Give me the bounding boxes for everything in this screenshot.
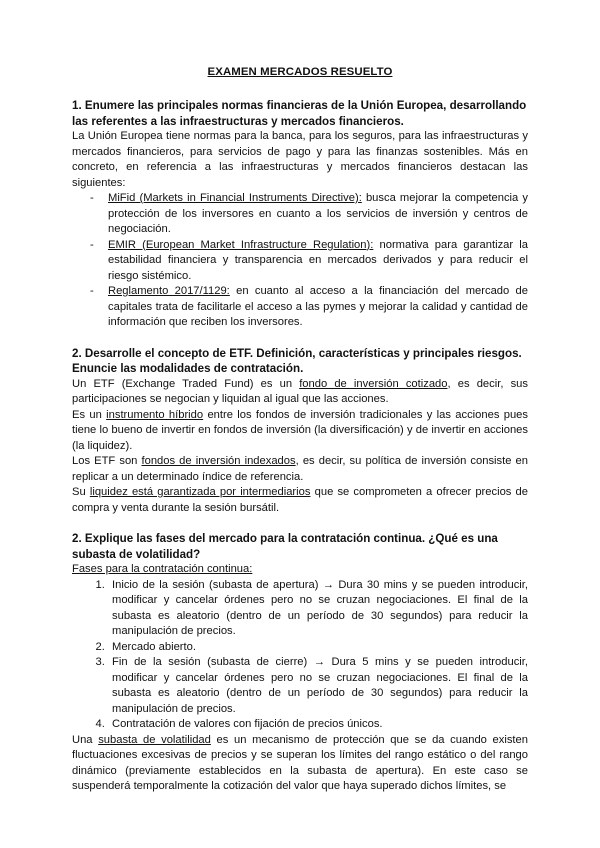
question-1-heading: 1. Enumere las principales normas financieras de la Unión Europea, desarrollando las referentes a las infraestructuras y mercados financieros. — [72, 99, 527, 128]
phases-list — [72, 578, 528, 733]
list-item — [90, 284, 528, 331]
text-run: Los ETF son — [72, 455, 142, 467]
section-1 — [72, 98, 528, 331]
volatility-auction-paragraph — [72, 733, 528, 795]
list-item: 3. Fin de la sesión (subasta de cierre) → Dura 5 mins y se pueden introducir, modificar y cancelar órdenes pero no se cruzan negociaciones. El final de la subasta es aleatorio (dentro de un período de 30 segundos) para reducir la manipulación de precios. — [108, 655, 528, 717]
question-2-heading: 2. Desarrolle el concepto de ETF. Definición, características y principales riesgos. Enuncie las modalidades de contratación. — [72, 346, 522, 375]
etf-paragraph-1 — [72, 377, 528, 408]
text-run: , es decir, sus participaciones se negocian y liquidan al igual que las acciones. — [72, 377, 528, 405]
text-run: , es decir, su política de inversión consiste en replicar a un determinado índice de referencia. — [72, 455, 529, 483]
list-item: 1. Inicio de la sesión (subasta de apertura) → Dura 30 mins y se pueden introducir, modificar y cancelar órdenes pero no se cruzan negociaciones. El final de la subasta es aleatorio (dentro de un período de 30 segundos) para reducir la manipulación de precios. — [108, 578, 528, 640]
phases-subheading: Fases para la contratación continua: — [72, 563, 253, 575]
text-run: Una — [72, 733, 99, 746]
list-item: 4. Contratación de valores con fijación de precios únicos. — [108, 717, 528, 733]
underlined-term: liquidez está garantizada por intermediarios — [89, 486, 311, 498]
text-run: es un mecanismo de protección que se da cuando existen fluctuaciones excesivas de precios y se superan los límites del rango estático o del rango dinámico (previamente establecidos en la subasta de apertura). En este caso se suspenderá temporalmente la cotización del valor que haya superado dichos límites, se — [72, 733, 528, 792]
question-3-heading: 2. Explique las fases del mercado para la contratación continua. ¿Qué es una subasta de volatilidad? — [72, 532, 498, 561]
etf-paragraph-4 — [72, 485, 528, 516]
list-item — [90, 191, 528, 238]
norm-name: EMIR (European Market Infrastructure Regulation): — [108, 238, 374, 251]
section-3 — [72, 531, 528, 795]
underlined-term: fondos de inversión indexados — [141, 455, 296, 467]
section-1-intro: La Unión Europea tiene normas para la banca, para los seguros, para las infraestructuras y mercados financieros, para servicios de pago y para las finanzas sostenibles. Más en concreto, en referencia a las infraestructuras y mercados financieros destacan las siguientes: — [72, 130, 528, 189]
text-run: entre los fondos de inversión tradicionales y las acciones pues tiene lo bueno de invertir en fondos de inversión (la diversificación) y de invertir en acciones (la liquidez). — [72, 408, 528, 452]
norm-description: busca mejorar la competencia y protección de los inversores en cuanto a los servicios de inversión y centros de negociación. — [108, 192, 528, 235]
text-run: Su — [72, 486, 90, 498]
norm-description: normativa para garantizar la estabilidad financiera y transparencia en mercados derivados y para reducir el riesgo sistémico. — [108, 238, 528, 282]
list-item — [90, 238, 528, 285]
text-run: Es un — [72, 408, 107, 421]
underlined-term: instrumento híbrido — [106, 408, 204, 421]
norm-name: Reglamento 2017/1129: — [108, 285, 230, 297]
text-run: que se comprometen a ofrecer precios de compra y venta durante la sesión bursátil. — [72, 486, 529, 514]
eu-norms-list — [72, 191, 528, 331]
underlined-term: fondo de inversión cotizado — [299, 377, 448, 390]
underlined-term: subasta de volatilidad — [98, 733, 211, 746]
norm-name: MiFid (Markets in Financial Instruments Directive): — [108, 192, 362, 204]
document-title: EXAMEN MERCADOS RESUELTO — [207, 66, 393, 78]
norm-description: en cuanto al acceso a la financiación del mercado de capitales trata de facilitarle el acceso a las pymes y mejorar la calidad y cantidad de información que reciben los inversores. — [108, 285, 528, 328]
list-item: 2. Mercado abierto. — [108, 640, 528, 656]
text-run: Un ETF (Exchange Traded Fund) es un — [72, 377, 300, 390]
etf-paragraph-2 — [72, 408, 528, 455]
etf-paragraph-3 — [72, 454, 528, 485]
section-2 — [72, 346, 528, 517]
